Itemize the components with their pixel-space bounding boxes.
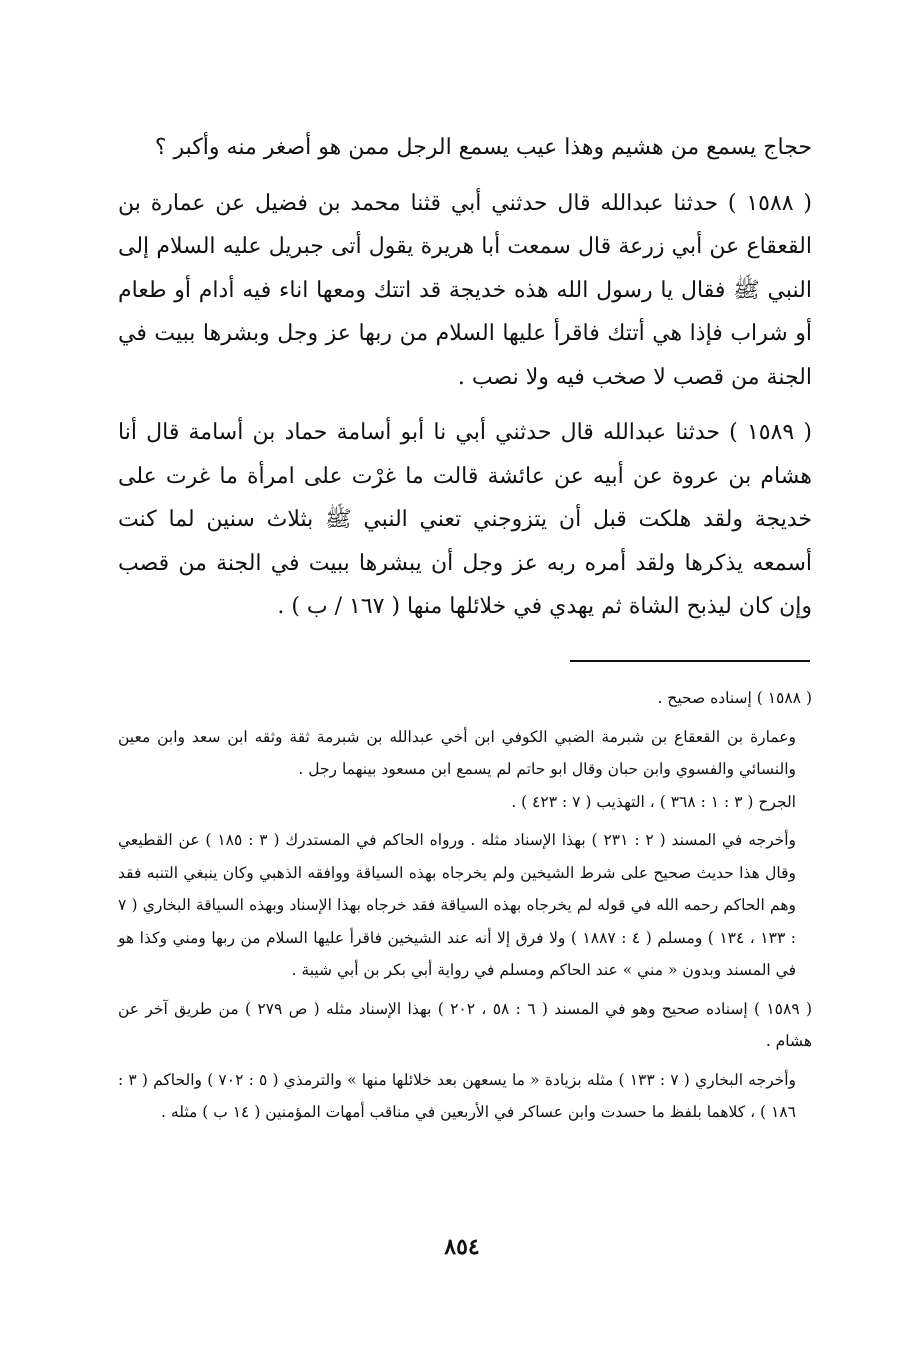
footnote-takhrij-1588: وأخرجه في المسند ( ٢ : ٢٣١ ) بهذا الإسناد مثله . ورواه الحاكم في المستدرك ( ٣ : ١٨٥ ) عن القطيعي وقال هذا حديث صحيح على شرط الشيخين ولم يخرجاه بهذه السياقة ووافقه الذهبي وكان ينبغي التنبه فقد وهم الحاكم رحمه الله في قوله لم يخرجاه بهذه السياقة فقد خرجاه بهذا الإسناد وبهذه السياقة البخاري ( ٧ : ١٣٣ ، ١٣٤ ) ومسلم ( ٤ : ١٨٨٧ ) ولا فرق إلا أنه عند الشيخين فاقرأ عليها السلام من ربها ومني وكذا هو في المسند وبدون « مني » عند الحاكم ومسلم في رواية أبي بكر بن أبي شيبة . bbox=[118, 831, 797, 979]
footnote-takhrij-1589: وأخرجه البخاري ( ٧ : ١٣٣ ) مثله بزيادة « ما يسعهن بعد خلائلها منها » والترمذي ( ٥ : ٧٠٢ ) والحاكم ( ٣ : ١٨٦ ) ، كلاهما بلفظ ما حسدت وابن عساكر في الأربعين في مناقب أمهات المؤمنين ( ١٤ ب ) مثله . bbox=[118, 1070, 796, 1121]
main-text bbox=[118, 126, 812, 629]
footnote-separator bbox=[570, 660, 810, 662]
footnote-1589-grade: ( ١٥٨٩ ) إسناده صحيح وهو في المسند ( ٦ : ٥٨ ، ٢٠٢ ) بهذا الإسناد مثله ( ص ٢٧٩ ) من طريق آخر عن هشام . bbox=[118, 999, 813, 1050]
hadith-1588-paragraph: ( ١٥٨٨ ) حدثنا عبدالله قال حدثني أبي قثنا محمد بن فضيل عن عمارة بن القعقاع عن أبي زرعة قال سمعت أبا هريرة يقول أتى جبريل عليه السلام إلى النبي ﷺ فقال يا رسول الله هذه خديجة قد اتتك ومعها اناء فيه أدام أو طعام أو شراب فإذا هي أتتك فاقرأ عليها السلام من ربها عز وجل وبشرها ببيت في الجنة من قصب لا صخب فيه ولا نصب . bbox=[118, 190, 813, 390]
paragraph-gap bbox=[118, 170, 812, 182]
paragraph-gap bbox=[118, 399, 812, 411]
page-number: ٨٥٤ bbox=[444, 1234, 480, 1260]
footnote-1588-grade: ( ١٥٨٨ ) إسناده صحيح . bbox=[657, 689, 812, 707]
hadith-1589-paragraph: ( ١٥٨٩ ) حدثنا عبدالله قال حدثني أبي نا أبو أسامة حماد بن أسامة قال أنا هشام بن عروة عن أبيه عن عائشة قالت ما غرْت على امرأة ما غرت على خديجة ولقد هلكت قبل أن يتزوجني تعني النبي ﷺ بثلاث سنين لما كنت أسمعه يذكرها ولقد أمره ربه عز وجل أن يبشرها ببيت في الجنة من قصب وإن كان ليذبح الشاة ثم يهدي في خلائلها منها ( ١٦٧ / ب ) . bbox=[118, 420, 813, 619]
footnote-references: الجرح ( ٣ : ١ : ٣٦٨ ) ، التهذيب ( ٧ : ٤٢٣ ) . bbox=[511, 792, 796, 811]
intro-paragraph: حجاج يسمع من هشيم وهذا عيب يسمع الرجل ممن هو أصغر منه وأكبر ؟ bbox=[154, 135, 812, 160]
footnotes bbox=[118, 682, 812, 1129]
footnote-narrator: وعمارة بن القعقاع بن شبرمة الضبي الكوفي ابن أخي عبدالله بن شبرمة ثقة وثقه ابن سعد وابن معين والنسائي والفسوي وابن حبان وقال ابو حاتم لم يسمع ابن مسعود بينهما رجل . bbox=[118, 727, 796, 778]
